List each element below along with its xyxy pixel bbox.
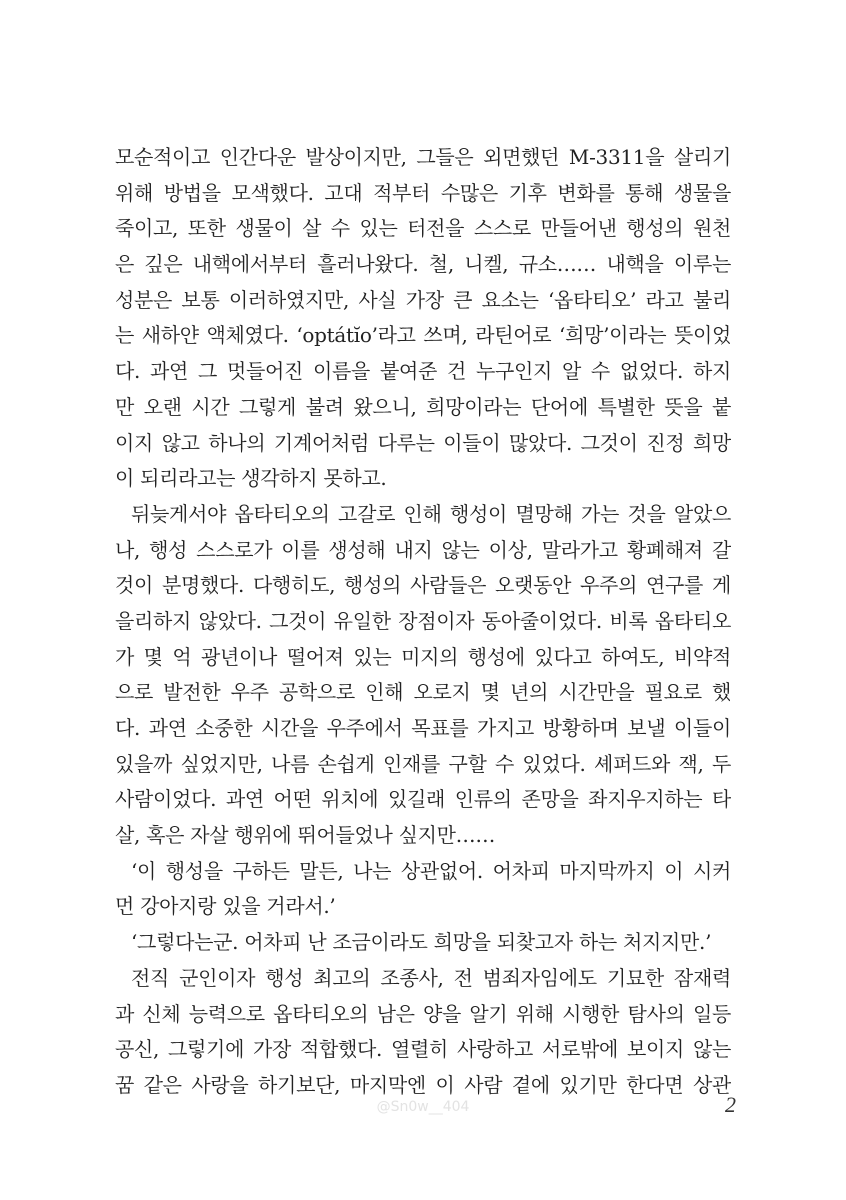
text-line: 먼 강아지랑 있을 거라서.’: [115, 894, 336, 919]
text-line: 전직 군인이자 행성 최고의 조종사, 전 범죄자임에도 기묘한 잠재력: [131, 965, 731, 990]
text-line: 이지 않고 하나의 기계어처럼 다루는 이들이 많았다. 그것이 진정 희망: [115, 430, 731, 455]
text-line: 을리하지 않았다. 그것이 유일한 장점이자 동아줄이었다. 비록 옵타티오: [115, 608, 731, 633]
text-line: 뒤늦게서야 옵타티오의 고갈로 인해 행성이 멸망해 가는 것을 알았으: [131, 501, 731, 526]
text-line: 이 되리라고는 생각하지 못하고.: [115, 466, 387, 491]
text-line: 가 몇 억 광년이나 떨어져 있는 미지의 행성에 있다고 하여도, 비약적: [115, 644, 731, 669]
text-line: 위해 방법을 모색했다. 고대 적부터 수많은 기후 변화를 통해 생물을: [115, 180, 731, 205]
text-line: 사람이었다. 과연 어떤 위치에 있길래 인류의 존망을 좌지우지하는 타: [115, 787, 731, 812]
text-line: ‘그렇다는군. 어차피 난 조금이라도 희망을 되찾고자 하는 처지지만.’: [131, 930, 712, 955]
text-line: 죽이고, 또한 생물이 살 수 있는 터전을 스스로 만들어낸 행성의 원천: [115, 216, 731, 241]
page-number: 2: [725, 1092, 736, 1117]
text-line: 나, 행성 스스로가 이를 생성해 내지 않는 이상, 말라가고 황폐해져 갈: [115, 537, 731, 562]
text-line: 모순적이고 인간다운 발상이지만, 그들은 외면했던 M-3311을 살리기: [115, 145, 731, 169]
text-line: 는 새하얀 액체였다. ‘optátĭo’라고 쓰며, 라틴어로 ‘희망’이라는 뜻이었: [115, 323, 731, 348]
page-body: [115, 140, 731, 1104]
text-line: 꿈 같은 사랑을 하기보단, 마지막엔 이 사람 곁에 있기만 한다면 상관: [115, 1072, 731, 1097]
text-line: 살, 혹은 자살 행위에 뛰어들었나 싶지만……: [115, 823, 496, 848]
text-line: 은 깊은 내핵에서부터 흘러나왔다. 철, 니켈, 규소…… 내핵을 이루는: [115, 252, 731, 277]
text-line: 으로 발전한 우주 공학으로 인해 오로지 몇 년의 시간만을 필요로 했: [115, 680, 731, 705]
text-line: 것이 분명했다. 다행히도, 행성의 사람들은 오랫동안 우주의 연구를 게: [115, 573, 731, 598]
watermark: @Sn0w__404: [376, 1099, 470, 1115]
text-line: 만 오랜 시간 그렇게 불려 왔으니, 희망이라는 단어에 특별한 뜻을 붙: [115, 394, 731, 419]
text-line: 있을까 싶었지만, 나름 손쉽게 인재를 구할 수 있었다. 셰퍼드와 잭, 두: [115, 751, 731, 776]
text-line: 다. 과연 그 멋들어진 이름을 붙여준 건 누구인지 알 수 없었다. 하지: [115, 359, 731, 384]
text-line: ‘이 행성을 구하든 말든, 나는 상관없어. 어차피 마지막까지 이 시커: [131, 858, 731, 883]
text-line: 공신, 그렇기에 가장 적합했다. 열렬히 사랑하고 서로밖에 보이지 않는: [115, 1037, 731, 1062]
text-line: 과 신체 능력으로 옵타티오의 남은 양을 알기 위해 시행한 탐사의 일등: [115, 1001, 731, 1026]
text-line: 성분은 보통 이러하였지만, 사실 가장 큰 요소는 ‘옵타티오’ 라고 불리: [115, 287, 731, 312]
text-line: 다. 과연 소중한 시간을 우주에서 목표를 가지고 방황하며 보낼 이들이: [115, 716, 731, 740]
